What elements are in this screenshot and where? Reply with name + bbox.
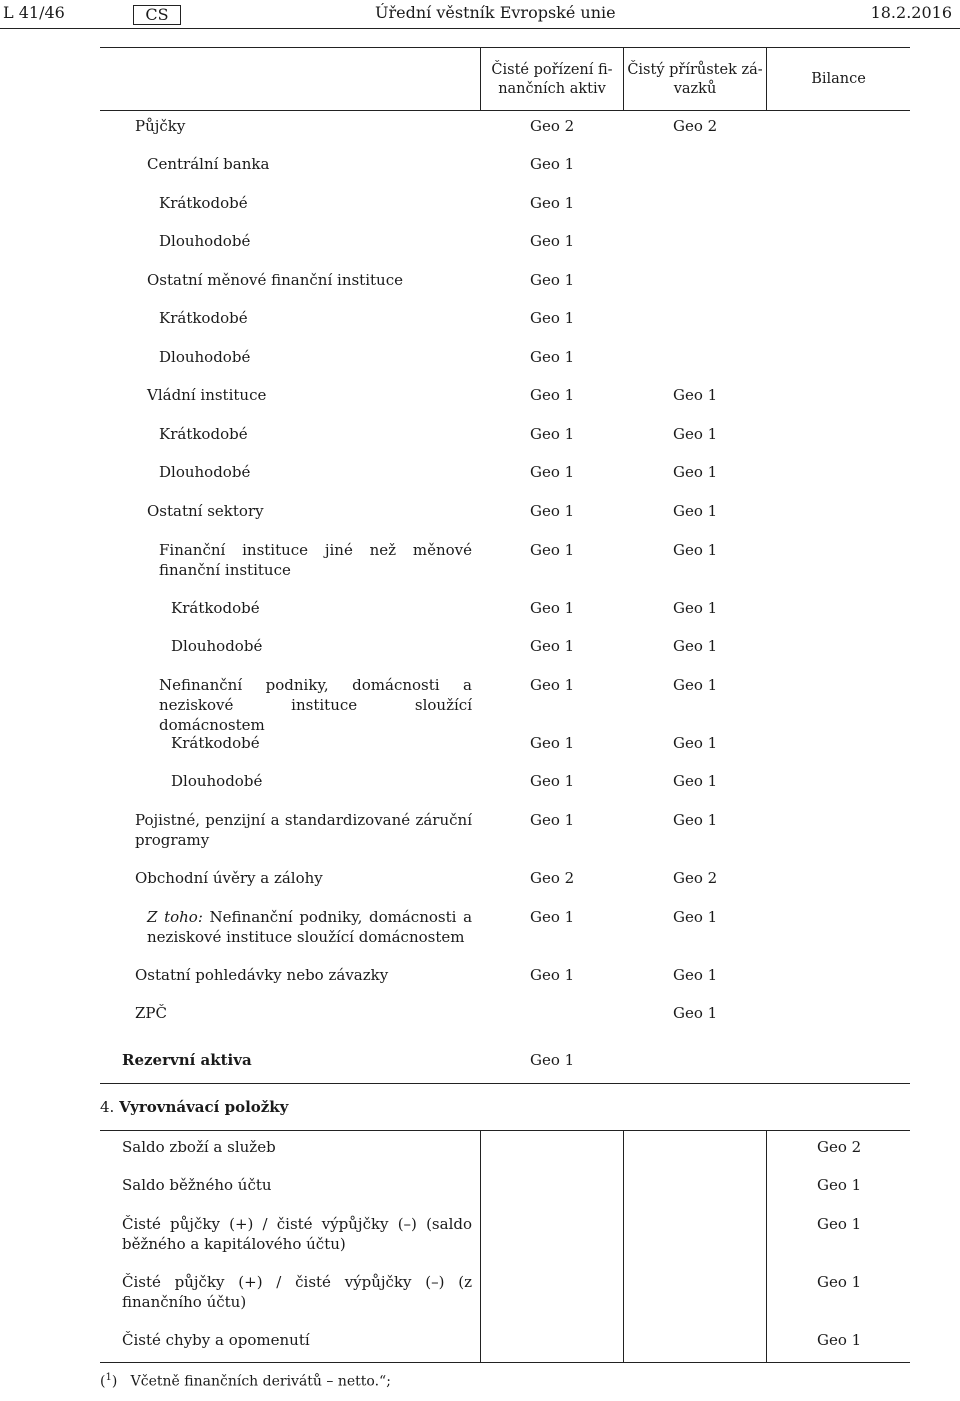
section-heading [100,1097,288,1117]
cell-assets: Geo 1 [530,194,575,212]
footnote-mark: 1 [105,1372,112,1383]
row-label-text: Nefinanční podniky, domácnosti a neziskové instituce sloužící domácnostem [147,908,473,946]
row-label: Saldo běžného účtu [122,1176,272,1194]
cell-liabilities: Geo 1 [673,772,718,790]
col-header-balance: Bilance [811,71,866,87]
row-label: Ostatní sektory [147,502,264,520]
language-badge: CS [133,5,181,25]
cell-liabilities: Geo 1 [673,676,718,694]
cell-assets: Geo 1 [530,676,575,694]
cell-assets: Geo 2 [530,117,575,135]
cell-liabilities: Geo 2 [673,117,718,135]
cell-assets: Geo 1 [530,348,575,366]
issue-date: 18.2.2016 [870,3,952,22]
row-label: ZPČ [135,1004,167,1022]
row-label: Saldo zboží a služeb [122,1138,276,1156]
section-rule-top [100,1083,910,1084]
cell-liabilities: Geo 1 [673,502,718,520]
cell-liabilities: Geo 1 [673,637,718,655]
cell-liabilities: Geo 1 [673,599,718,617]
cell-assets: Geo 1 [530,271,575,289]
section-number: 4. [100,1098,115,1116]
cell-assets: Geo 1 [530,232,575,250]
row-label: Krátkodobé [171,734,260,752]
footnote-text: Včetně finančních derivátů – netto.“; [130,1373,391,1390]
cell-balance: Geo 1 [817,1215,862,1233]
row-label: Finanční instituce jiné než měnové finanční instituce [159,541,472,579]
cell-assets: Geo 1 [530,541,575,559]
table-header-rule [100,110,910,111]
header-rule [0,28,960,29]
row-label: Krátkodobé [171,599,260,617]
row-label: Půjčky [135,117,186,135]
table-top-rule [100,47,910,48]
row-label: Krátkodobé [159,194,248,212]
cell-assets: Geo 1 [530,734,575,752]
cell-liabilities: Geo 1 [673,386,718,404]
col-header-liabilities: Čistý přírůstek zá- vazků [627,62,763,97]
row-label: Dlouhodobé [171,772,263,790]
cell-assets: Geo 1 [530,599,575,617]
row-label: Vládní instituce [147,386,267,404]
row-label: Dlouhodobé [159,463,251,481]
cell-assets: Geo 1 [530,155,575,173]
cell-liabilities: Geo 1 [673,1004,718,1022]
cell-balance: Geo 1 [817,1176,862,1194]
row-label: Krátkodobé [159,425,248,443]
cell-liabilities: Geo 1 [673,734,718,752]
col-divider-1-s4 [480,1130,481,1362]
row-label-reserve-assets: Rezervní aktiva [122,1051,252,1069]
cell-assets: Geo 1 [530,463,575,481]
cell-liabilities: Geo 1 [673,811,718,829]
cell-liabilities: Geo 2 [673,869,718,887]
row-label: Nefinanční podniky, domácnosti a neziskové instituce sloužící domácnostem [159,676,472,734]
cell-assets: Geo 1 [530,908,575,926]
cell-liabilities: Geo 1 [673,966,718,984]
row-label: Dlouhodobé [159,232,251,250]
page-number: L 41/46 [3,3,65,22]
table-bottom-rule [100,1362,910,1363]
cell-balance: Geo 1 [817,1331,862,1349]
section-title: Vyrovnávací položky [119,1098,289,1116]
footnote: ($^1$) Včetně finančních derivátů – netto.“; [100,1372,391,1390]
cell-assets: Geo 1 [530,425,575,443]
cell-assets: Geo 1 [530,309,575,327]
row-label: Čisté chyby a opomenutí [122,1331,310,1349]
row-label: Ostatní pohledávky nebo závazky [135,966,389,984]
cell-assets: Geo 1 [530,811,575,829]
col-header-assets: Čisté pořízení fi- nančních aktiv [491,62,613,97]
cell-assets: Geo 1 [530,966,575,984]
row-label: Čisté půjčky (+) / čisté výpůjčky (–) (saldo běžného a kapitálového účtu) [122,1215,472,1253]
row-label: Pojistné, penzijní a standardizované záruční programy [135,811,472,849]
section-rule-bottom [100,1130,910,1131]
cell-liabilities: Geo 1 [673,425,718,443]
cell-liabilities: Geo 1 [673,463,718,481]
row-label: Obchodní úvěry a zálohy [135,869,323,887]
row-label [147,907,472,947]
cell-assets: Geo 1 [530,637,575,655]
row-label-prefix: Z toho: [147,908,203,926]
cell-assets: Geo 2 [530,869,575,887]
row-label: Krátkodobé [159,309,248,327]
cell-liabilities: Geo 1 [673,541,718,559]
row-label: Dlouhodobé [159,348,251,366]
cell-assets: Geo 1 [530,386,575,404]
cell-assets: Geo 1 [530,1051,575,1069]
cell-assets: Geo 1 [530,772,575,790]
row-label: Dlouhodobé [171,637,263,655]
col-divider-3-s4 [766,1130,767,1362]
journal-title: Úřední věstník Evropské unie [375,3,616,22]
row-label: Čisté půjčky (+) / čisté výpůjčky (–) (z finančního účtu) [122,1273,472,1311]
cell-balance: Geo 1 [817,1273,862,1291]
row-label: Centrální banka [147,155,270,173]
cell-balance: Geo 2 [817,1138,862,1156]
row-label: Ostatní měnové finanční instituce [147,271,403,289]
col-divider-2-s4 [623,1130,624,1362]
cell-assets: Geo 1 [530,502,575,520]
cell-liabilities: Geo 1 [673,908,718,926]
